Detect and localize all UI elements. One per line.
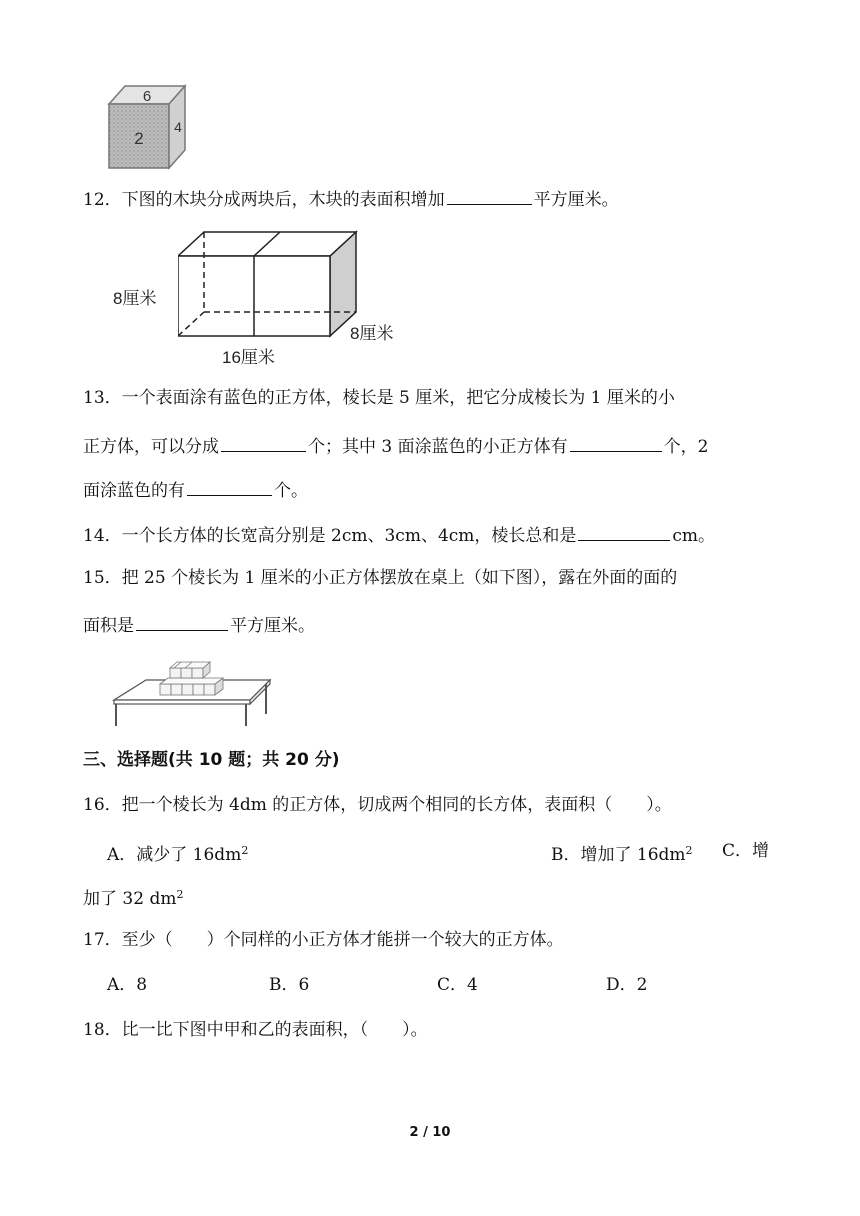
q17-option-a[interactable]: A．8 <box>107 975 148 995</box>
q16-option-a[interactable]: A．减少了 $16dm^2$ <box>107 844 249 865</box>
q17-option-b[interactable]: B．6 <box>269 975 310 995</box>
cubes-on-table-figure <box>110 652 272 728</box>
question-15-line-2: 面积是 平方厘米。 <box>83 612 315 638</box>
question-12 <box>83 186 619 212</box>
block-length-label: 16厘米 <box>222 348 275 367</box>
q17-option-c[interactable]: C．4 <box>437 975 478 995</box>
q15-answer-blank[interactable] <box>136 612 228 631</box>
q13-blank-three-faces[interactable] <box>570 433 662 452</box>
question-13-line-3: 面涂蓝色的有 个。 <box>83 477 308 503</box>
section-3-title: 三、选择题(共 10 题；共 20 分) <box>83 750 340 770</box>
q12-text: 12．下图的木块分成两块后，木块的表面积增加 <box>83 190 445 210</box>
q13-blank-two-faces[interactable] <box>187 477 272 496</box>
question-17-stem: 17．至少（ ）个同样的小正方体才能拼一个较大的正方体。 <box>83 930 564 950</box>
q16-option-c-continued[interactable]: 加了 32 $dm^2$ <box>83 888 184 909</box>
block-height-label: 8厘米 <box>113 289 157 308</box>
question-13-line-1: 13．一个表面涂有蓝色的正方体，棱长是 5 厘米，把它分成棱长为 1 厘米的小 <box>83 388 675 408</box>
numbered-cube-figure <box>105 82 187 172</box>
cube-front-number: 2 <box>134 129 144 148</box>
question-16-stem: 16．把一个棱长为 4dm 的正方体，切成两个相同的长方体，表面积（ ）。 <box>83 795 672 815</box>
cube-side-number: 4 <box>174 119 182 135</box>
q14-answer-blank[interactable] <box>578 522 670 541</box>
q13-blank-total[interactable] <box>221 433 306 452</box>
q12-unit: 平方厘米。 <box>533 190 619 210</box>
q16-option-b[interactable]: B．增加了 $16dm^2$ <box>551 844 693 865</box>
q12-answer-blank[interactable] <box>447 186 532 205</box>
question-14: 14．一个长方体的长宽高分别是 2cm、3cm、4cm，棱长总和是 cm。 <box>83 522 715 548</box>
block-depth-label: 8厘米 <box>350 324 394 343</box>
q17-option-d[interactable]: D．2 <box>606 975 648 995</box>
wooden-block-figure <box>178 228 360 340</box>
question-13-line-2: 正方体，可以分成 个；其中 3 面涂蓝色的小正方体有 个，2 <box>83 433 708 459</box>
page-number: 2 / 10 <box>409 1125 451 1140</box>
cube-top-number: 6 <box>142 88 152 105</box>
question-18-stem: 18．比一比下图中甲和乙的表面积，（ ）。 <box>83 1020 428 1040</box>
q16-option-c[interactable]: C．增 <box>722 841 770 861</box>
question-15-line-1: 15．把 25 个棱长为 1 厘米的小正方体摆放在桌上（如下图），露在外面的面的 <box>83 568 678 588</box>
